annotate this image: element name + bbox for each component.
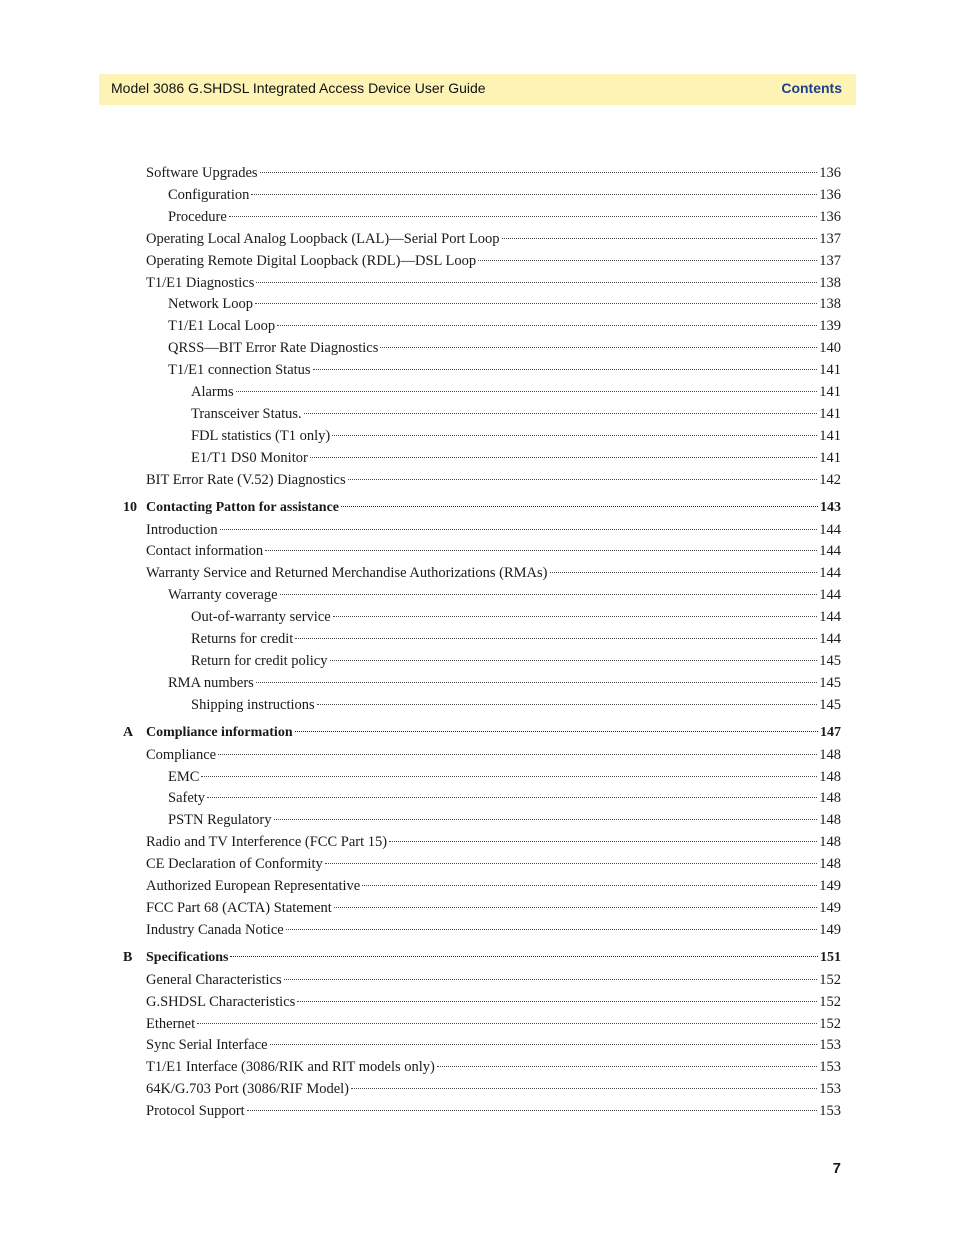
toc-entry-title: Safety (168, 790, 206, 807)
toc-entry-page: 144 (819, 631, 841, 647)
toc-leader-dots (251, 194, 817, 195)
toc-entry[interactable] (0, 316, 954, 336)
toc-entry[interactable] (0, 163, 954, 183)
toc-entry[interactable] (0, 854, 954, 874)
toc-leader-dots (351, 1088, 817, 1089)
toc-entry[interactable] (0, 1014, 954, 1034)
toc-entry-title: Procedure (168, 208, 227, 225)
toc-entry-title: Warranty Service and Returned Merchandise Authorizations (RMAs) (146, 565, 548, 582)
toc-entry-line (146, 229, 841, 249)
toc-entry[interactable] (0, 1079, 954, 1099)
toc-entry[interactable] (0, 273, 954, 293)
toc-entry-page: 144 (819, 565, 841, 582)
toc-entry[interactable] (0, 607, 954, 627)
toc-entry[interactable] (0, 541, 954, 561)
toc-entry-page: 152 (819, 971, 841, 988)
toc-entry-page: 153 (819, 1103, 841, 1120)
toc-entry-line (191, 629, 841, 649)
toc-entry[interactable] (0, 695, 954, 715)
toc-entry-line (191, 695, 841, 715)
toc-entry-line (146, 854, 841, 874)
toc-entry-title: T1/E1 connection Status (168, 362, 311, 379)
toc-entry-line (168, 207, 841, 227)
toc-leader-dots (341, 506, 818, 507)
toc-leader-dots (197, 1023, 817, 1024)
toc-entry-line (146, 1035, 841, 1055)
running-header (99, 74, 856, 105)
toc-entry[interactable] (0, 251, 954, 271)
toc-entry-line (191, 651, 841, 671)
toc-entry-title: Contact information (146, 543, 264, 560)
toc-entry-page: 153 (819, 1037, 841, 1054)
toc-entry-line (168, 338, 841, 358)
toc-entry-line (146, 992, 841, 1012)
toc-entry-title: T1/E1 Diagnostics (146, 274, 255, 291)
toc-entry-line (146, 273, 841, 293)
toc-entry-page: 148 (819, 790, 841, 807)
toc-leader-dots (286, 929, 818, 930)
toc-leader-dots (333, 616, 818, 617)
toc-chapter-entry[interactable] (0, 723, 954, 743)
toc-entry-line (168, 810, 841, 830)
toc-entry-line (146, 251, 841, 271)
toc-entry[interactable] (0, 448, 954, 468)
toc-entry-page: 153 (819, 1059, 841, 1076)
toc-entry-line (146, 948, 841, 968)
toc-leader-dots (437, 1066, 817, 1067)
toc-chapter-entry[interactable] (0, 498, 954, 518)
toc-entry-line (191, 448, 841, 468)
toc-leader-dots (317, 704, 818, 705)
toc-entry-title: Shipping instructions (191, 696, 315, 713)
toc-chapter-number: 10 (123, 499, 137, 515)
toc-leader-dots (310, 457, 817, 458)
toc-entry-title: Configuration (168, 186, 250, 203)
toc-entry-title: Software Upgrades (146, 165, 258, 181)
toc-entry-title: CE Declaration of Conformity (146, 856, 323, 873)
toc-entry-line (146, 723, 841, 743)
toc-leader-dots (218, 754, 817, 755)
toc-entry-title: Contacting Patton for assistance (146, 499, 340, 515)
toc-entry-title: QRSS—BIT Error Rate Diagnostics (168, 340, 379, 357)
toc-entry-page: 152 (819, 1015, 841, 1032)
toc-leader-dots (304, 413, 818, 414)
toc-entry-page: 138 (819, 274, 841, 291)
toc-entry[interactable] (0, 1101, 954, 1121)
toc-entry-page: 149 (819, 899, 841, 916)
toc-leader-dots (297, 1001, 817, 1002)
toc-leader-dots (236, 391, 818, 392)
toc-entry[interactable] (0, 338, 954, 358)
toc-entry-page: 141 (819, 362, 841, 379)
toc-leader-dots (277, 325, 817, 326)
toc-leader-dots (256, 682, 817, 683)
toc-entry-line (191, 426, 841, 446)
toc-chapter-entry[interactable] (0, 948, 954, 968)
toc-entry[interactable] (0, 970, 954, 990)
toc-entry-page: 149 (819, 921, 841, 938)
toc-entry[interactable] (0, 898, 954, 918)
toc-entry-page: 136 (819, 186, 841, 203)
toc-leader-dots (313, 369, 818, 370)
toc-entry-line (168, 316, 841, 336)
toc-entry[interactable] (0, 810, 954, 830)
toc-entry-title: Sync Serial Interface (146, 1037, 268, 1054)
toc-entry-title: Network Loop (168, 296, 253, 313)
toc-entry[interactable] (0, 229, 954, 249)
toc-entry[interactable] (0, 360, 954, 380)
toc-entry-title: Specifications (146, 949, 229, 965)
toc-entry-page: 141 (819, 384, 841, 400)
toc-entry-page: 142 (819, 471, 841, 488)
toc-leader-dots (334, 907, 818, 908)
toc-entry-page: 145 (819, 652, 841, 669)
toc-leader-dots (247, 1110, 818, 1111)
toc-entry-title: Returns for credit (191, 631, 294, 647)
toc-entry-line (146, 745, 841, 765)
section-label: Contents (781, 80, 842, 96)
toc-entry-page: 139 (819, 318, 841, 335)
toc-entry-title: 64K/G.703 Port (3086/RIF Model) (146, 1081, 349, 1098)
toc-entry-page: 136 (819, 208, 841, 225)
toc-entry[interactable] (0, 382, 954, 402)
toc-entry[interactable] (0, 992, 954, 1012)
toc-entry-title: Ethernet (146, 1015, 196, 1032)
toc-entry-title: T1/E1 Interface (3086/RIK and RIT models only) (146, 1059, 435, 1076)
toc-entry-title: Compliance information (146, 724, 293, 740)
toc-entry-title: FCC Part 68 (ACTA) Statement (146, 899, 332, 916)
toc-leader-dots (255, 303, 817, 304)
toc-entry-line (146, 498, 841, 518)
toc-leader-dots (201, 776, 817, 777)
toc-entry-page: 138 (819, 296, 841, 313)
toc-entry[interactable] (0, 185, 954, 205)
toc-leader-dots (256, 282, 817, 283)
toc-entry-page: 136 (819, 165, 841, 181)
toc-entry-title: Transceiver Status. (191, 405, 302, 422)
toc-entry-line (146, 470, 841, 490)
toc-leader-dots (330, 660, 818, 661)
toc-entry-line (146, 1079, 841, 1099)
toc-entry-line (146, 1057, 841, 1077)
toc-entry-title: Return for credit policy (191, 652, 328, 669)
toc-leader-dots (332, 435, 817, 436)
toc-entry-title: BIT Error Rate (V.52) Diagnostics (146, 471, 346, 488)
toc-entry-line (191, 607, 841, 627)
toc-leader-dots (348, 479, 818, 480)
toc-chapter-number: A (123, 724, 134, 740)
toc-entry-page: 153 (819, 1081, 841, 1098)
toc-entry[interactable] (0, 470, 954, 490)
toc-entry[interactable] (0, 876, 954, 896)
toc-entry-page: 145 (819, 696, 841, 713)
toc-entry[interactable] (0, 673, 954, 693)
toc-entry-line (168, 767, 841, 787)
toc-entry[interactable] (0, 426, 954, 446)
toc-entry-line (168, 585, 841, 605)
toc-entry-title: Compliance (146, 746, 217, 763)
toc-entry[interactable] (0, 788, 954, 808)
toc-entry-page: 140 (819, 340, 841, 357)
toc-entry[interactable] (0, 1035, 954, 1055)
toc-entry-title: Authorized European Representative (146, 878, 361, 894)
toc-entry-page: 148 (819, 768, 841, 785)
toc-leader-dots (274, 819, 818, 820)
toc-entry-line (146, 541, 841, 561)
toc-entry[interactable] (0, 520, 954, 540)
toc-entry-title: Introduction (146, 521, 218, 538)
toc-leader-dots (550, 572, 818, 573)
document-title: Model 3086 G.SHDSL Integrated Access Device User Guide (111, 80, 486, 96)
toc-entry[interactable] (0, 563, 954, 583)
toc-entry-line (146, 920, 841, 940)
toc-entry[interactable] (0, 1057, 954, 1077)
toc-entry-title: EMC (168, 768, 200, 785)
toc-entry-title: Warranty coverage (168, 587, 278, 604)
toc-leader-dots (280, 594, 818, 595)
toc-leader-dots (478, 260, 817, 261)
toc-leader-dots (295, 638, 817, 639)
toc-entry-line (146, 832, 841, 852)
toc-entry-line (191, 382, 841, 402)
toc-entry[interactable] (0, 294, 954, 314)
toc-entry-line (146, 1014, 841, 1034)
toc-entry[interactable] (0, 585, 954, 605)
toc-entry[interactable] (0, 629, 954, 649)
toc-leader-dots (260, 172, 818, 173)
toc-chapter-number: B (123, 949, 133, 965)
toc-leader-dots (220, 529, 818, 530)
toc-entry[interactable] (0, 920, 954, 940)
toc-leader-dots (229, 216, 817, 217)
toc-entry-line (168, 294, 841, 314)
toc-leader-dots (265, 550, 817, 551)
toc-entry-line (168, 673, 841, 693)
toc-entry-page: 141 (819, 405, 841, 422)
toc-entry-line (168, 788, 841, 808)
toc-leader-dots (380, 347, 817, 348)
toc-entry-page: 145 (819, 674, 841, 691)
toc-entry-title: Alarms (191, 384, 234, 400)
toc-entry[interactable] (0, 404, 954, 424)
toc-entry-page: 141 (819, 427, 841, 444)
toc-entry-page: 144 (819, 521, 841, 538)
toc-entry[interactable] (0, 651, 954, 671)
toc-entry-title: T1/E1 Local Loop (168, 318, 276, 335)
toc-entry-page: 148 (819, 856, 841, 873)
toc-entry-page: 148 (819, 746, 841, 763)
toc-leader-dots (230, 956, 818, 957)
toc-entry-line (168, 185, 841, 205)
toc-entry-title: Operating Local Analog Loopback (LAL)—Serial Port Loop (146, 230, 500, 247)
toc-entry-page: 143 (820, 499, 841, 515)
toc-leader-dots (270, 1044, 818, 1045)
toc-entry[interactable] (0, 767, 954, 787)
page-number: 7 (832, 1160, 841, 1177)
toc-entry[interactable] (0, 832, 954, 852)
toc-entry-page: 141 (819, 449, 841, 466)
toc-entry-page: 147 (820, 724, 841, 740)
toc-leader-dots (502, 238, 818, 239)
toc-entry-title: General Characteristics (146, 971, 282, 988)
toc-entry-line (191, 404, 841, 424)
toc-entry-title: PSTN Regulatory (168, 812, 272, 829)
toc-entry-page: 144 (819, 609, 841, 626)
toc-leader-dots (389, 841, 817, 842)
toc-entry-page: 151 (820, 949, 841, 965)
toc-entry-title: RMA numbers (168, 674, 254, 691)
toc-entry-title: Operating Remote Digital Loopback (RDL)—DSL Loop (146, 252, 477, 269)
toc-entry-page: 144 (819, 587, 841, 604)
toc-entry-line (146, 876, 841, 896)
toc-leader-dots (325, 863, 817, 864)
toc-entry-line (146, 1101, 841, 1121)
toc-leader-dots (207, 797, 817, 798)
toc-entry-page: 137 (819, 252, 841, 269)
toc-leader-dots (295, 731, 818, 732)
toc-entry-line (168, 360, 841, 380)
toc-entry-page: 148 (819, 812, 841, 829)
toc-leader-dots (284, 979, 818, 980)
toc-leader-dots (362, 885, 817, 886)
toc-entry-title: Protocol Support (146, 1103, 245, 1120)
toc-entry-title: FDL statistics (T1 only) (191, 427, 331, 444)
toc-entry[interactable] (0, 745, 954, 765)
toc-entry-line (146, 970, 841, 990)
toc-entry-title: Industry Canada Notice (146, 921, 284, 938)
toc-entry-title: E1/T1 DS0 Monitor (191, 449, 308, 466)
toc-entry-line (146, 520, 841, 540)
toc-entry-line (146, 163, 841, 183)
toc-entry-title: G.SHDSL Characteristics (146, 993, 296, 1010)
toc-entry-title: Out-of-warranty service (191, 609, 331, 626)
toc-entry-page: 149 (819, 878, 841, 894)
toc-entry-page: 144 (819, 543, 841, 560)
toc-entry-page: 137 (819, 230, 841, 247)
toc-entry-page: 152 (819, 993, 841, 1010)
toc-entry-line (146, 898, 841, 918)
toc-entry[interactable] (0, 207, 954, 227)
toc-entry-line (146, 563, 841, 583)
toc-entry-title: Radio and TV Interference (FCC Part 15) (146, 834, 388, 851)
toc-entry-page: 148 (819, 834, 841, 851)
